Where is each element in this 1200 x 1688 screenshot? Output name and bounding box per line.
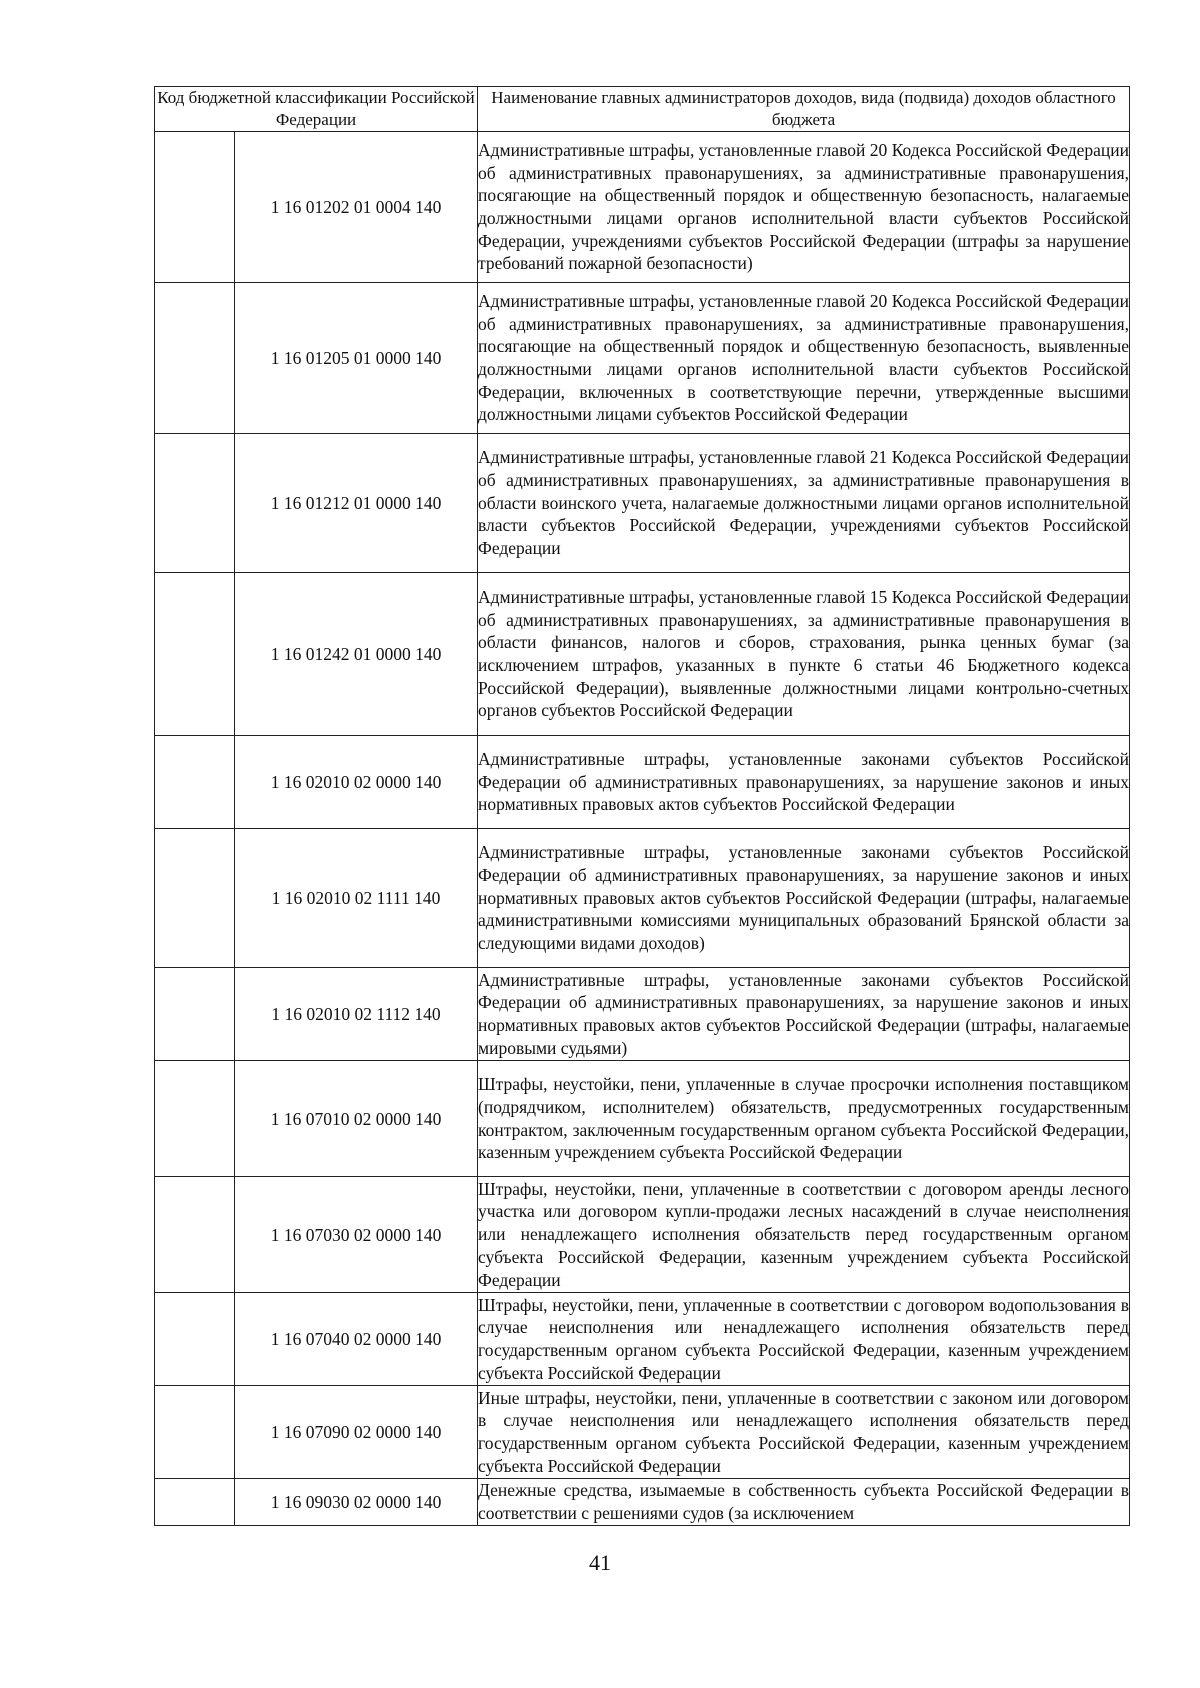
table-row: [155, 1479, 1130, 1526]
header-name-column: Наименование главных администраторов доходов, вида (подвида) доходов областного бюджета: [478, 87, 1130, 132]
table-row: [155, 1293, 1130, 1386]
budget-classification-table: [154, 86, 1130, 1526]
table-row: [155, 736, 1130, 829]
description-cell: Иные штрафы, неустойки, пени, уплаченные в соответствии с законом или договором в случае неисполнения или ненадлежащего исполнения обязательств перед государственным органом субъекта Российской Федерации, казенным учреждением субъекта Российской Федерации: [478, 1386, 1130, 1479]
description-cell: Административные штрафы, установленные законами субъектов Российской Федерации об административных правонарушениях, за нарушение законов и иных нормативных правовых актов субъектов Российской Федерации (штрафы, налагаемые мировыми судьями): [478, 968, 1130, 1061]
description-cell: Штрафы, неустойки, пени, уплаченные в соответствии с договором аренды лесного участка или договором купли-продажи лесных насаждений в случае неисполнения или ненадлежащего исполнения обязательств перед государственным органом субъекта Российской Федерации, казенным учреждением субъекта Российской Федерации: [478, 1177, 1130, 1293]
admin-code-cell: [155, 1177, 235, 1293]
budget-code-cell: 1 16 01212 01 0000 140: [235, 434, 478, 573]
budget-code-cell: 1 16 01242 01 0000 140: [235, 573, 478, 736]
table-row: [155, 434, 1130, 573]
description-cell: Административные штрафы, установленные главой 20 Кодекса Российской Федерации об административных правонарушениях, за административные правонарушения, посягающие на общественный порядок и общественную безопасность, налагаемые должностными лицами органов исполнительной власти субъектов Российской Федерации, учреждениями субъектов Российской Федерации (штрафы за нарушение требований пожарной безопасности): [478, 132, 1130, 283]
description-cell: Административные штрафы, установленные главой 21 Кодекса Российской Федерации об административных правонарушениях, за административные правонарушения в области воинского учета, налагаемые должностными лицами органов исполнительной власти субъектов Российской Федерации, учреждениями субъектов Российской Федерации: [478, 434, 1130, 573]
budget-code-cell: 1 16 02010 02 0000 140: [235, 736, 478, 829]
budget-code-cell: 1 16 07010 02 0000 140: [235, 1061, 478, 1177]
budget-code-cell: 1 16 07030 02 0000 140: [235, 1177, 478, 1293]
description-cell: Денежные средства, изымаемые в собственность субъекта Российской Федерации в соответствии с решениями судов (за исключением: [478, 1479, 1130, 1526]
description-cell: Штрафы, неустойки, пени, уплаченные в случае просрочки исполнения поставщиком (подрядчиком, исполнителем) обязательств, предусмотренных государственным контрактом, заключенным государственным органом субъекта Российской Федерации, казенным учреждением субъекта Российской Федерации: [478, 1061, 1130, 1177]
table-header-row: [155, 87, 1130, 132]
admin-code-cell: [155, 968, 235, 1061]
budget-code-cell: 1 16 07040 02 0000 140: [235, 1293, 478, 1386]
admin-code-cell: [155, 736, 235, 829]
admin-code-cell: [155, 829, 235, 968]
table-row: [155, 283, 1130, 434]
admin-code-cell: [155, 1293, 235, 1386]
admin-code-cell: [155, 1479, 235, 1526]
table-row: [155, 1177, 1130, 1293]
description-cell: Административные штрафы, установленные главой 20 Кодекса Российской Федерации об административных правонарушениях, за административные правонарушения, посягающие на общественный порядок и общественную безопасность, выявленные должностными лицами органов исполнительной власти субъектов Российской Федерации, включенных в соответствующие перечни, утвержденные высшими должностными лицами субъектов Российской Федерации: [478, 283, 1130, 434]
description-cell: Штрафы, неустойки, пени, уплаченные в соответствии с договором водопользования в случае неисполнения или ненадлежащего исполнения обязательств перед государственным органом субъекта Российской Федерации, казенным учреждением субъекта Российской Федерации: [478, 1293, 1130, 1386]
admin-code-cell: [155, 132, 235, 283]
admin-code-cell: [155, 283, 235, 434]
table-row: [155, 829, 1130, 968]
table-row: [155, 1386, 1130, 1479]
admin-code-cell: [155, 434, 235, 573]
budget-code-cell: 1 16 02010 02 1112 140: [235, 968, 478, 1061]
budget-code-cell: 1 16 01202 01 0004 140: [235, 132, 478, 283]
table-row: [155, 573, 1130, 736]
page-number: 41: [589, 1550, 611, 1575]
description-cell: Административные штрафы, установленные законами субъектов Российской Федерации об административных правонарушениях, за нарушение законов и иных нормативных правовых актов субъектов Российской Федерации: [478, 736, 1130, 829]
header-code-column: Код бюджетной классификации Российской Федерации: [155, 87, 478, 132]
table-row: [155, 1061, 1130, 1177]
admin-code-cell: [155, 1061, 235, 1177]
table-row: [155, 968, 1130, 1061]
admin-code-cell: [155, 573, 235, 736]
table-row: [155, 132, 1130, 283]
description-cell: Административные штрафы, установленные законами субъектов Российской Федерации об административных правонарушениях, за нарушение законов и иных нормативных правовых актов субъектов Российской Федерации (штрафы, налагаемые административными комиссиями муниципальных образований Брянской области за следующими видами доходов): [478, 829, 1130, 968]
budget-code-cell: 1 16 01205 01 0000 140: [235, 283, 478, 434]
description-cell: Административные штрафы, установленные главой 15 Кодекса Российской Федерации об административных правонарушениях, за административные правонарушения в области финансов, налогов и сборов, страхования, рынка ценных бумаг (за исключением штрафов, указанных в пункте 6 статьи 46 Бюджетного кодекса Российской Федерации), выявленные должностными лицами контрольно-счетных органов субъектов Российской Федерации: [478, 573, 1130, 736]
admin-code-cell: [155, 1386, 235, 1479]
budget-code-cell: 1 16 02010 02 1111 140: [235, 829, 478, 968]
budget-code-cell: 1 16 09030 02 0000 140: [235, 1479, 478, 1526]
budget-code-cell: 1 16 07090 02 0000 140: [235, 1386, 478, 1479]
